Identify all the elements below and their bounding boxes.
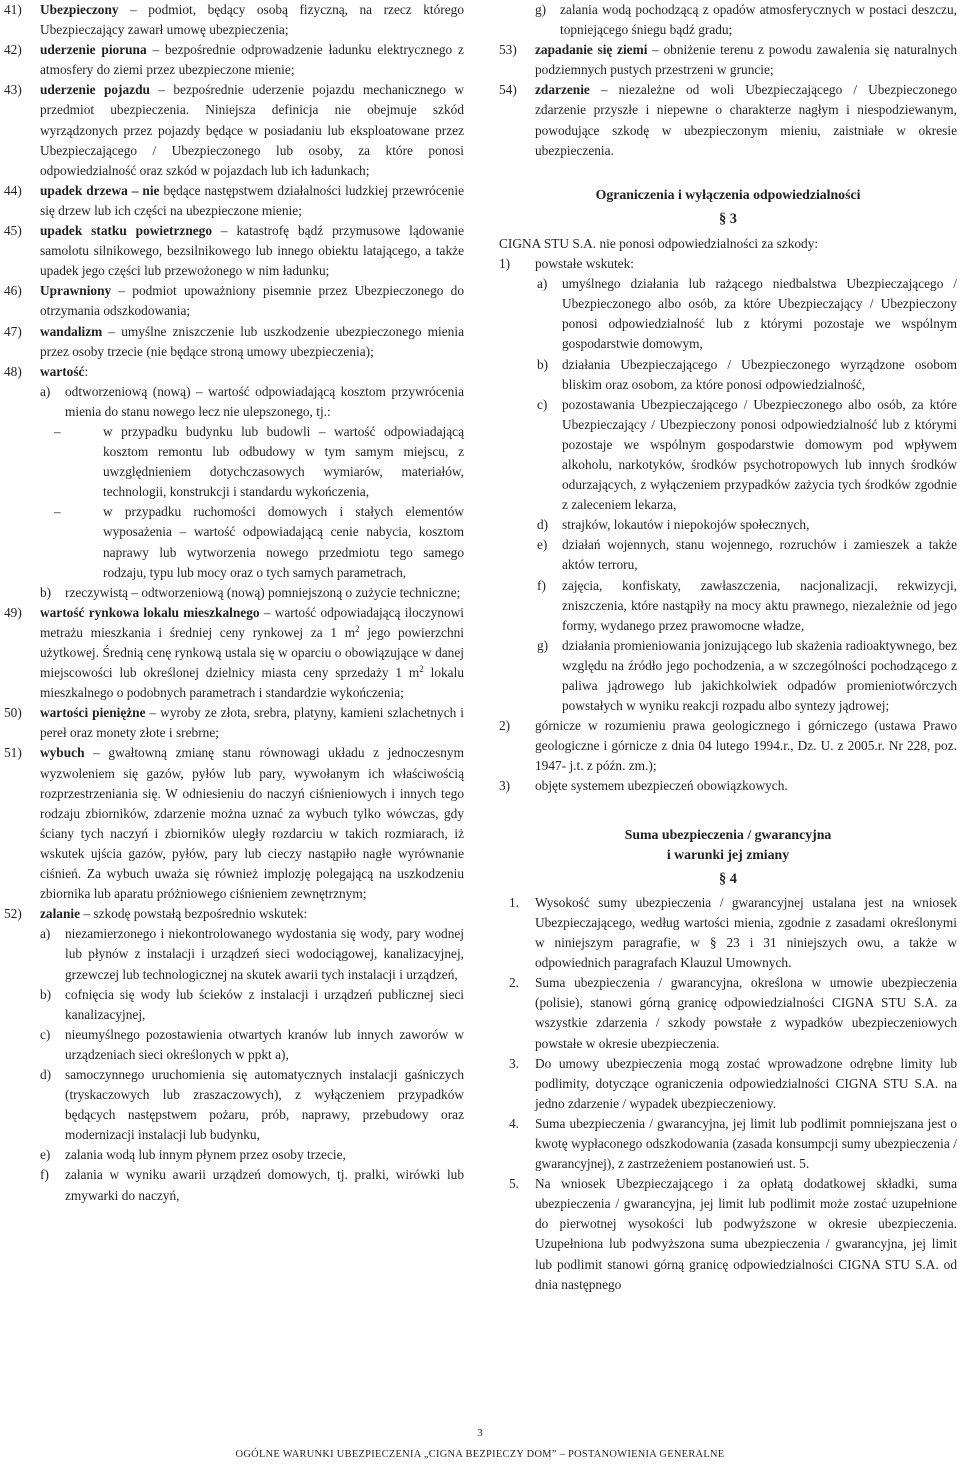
item-number: 54) bbox=[499, 82, 517, 98]
definition-52-f bbox=[4, 1165, 464, 1205]
sub-letter: f) bbox=[537, 577, 546, 593]
definition-text: – umyślne zniszczenie lub uszkodzenie ubezpieczonego mienia przez osoby trzecie (nie będące stroną umowy ubezpieczenia); bbox=[40, 323, 464, 359]
sub-text: działania Ubezpieczającego / Ubezpieczonego wyrządzone osobom bliskim oraz osobom, za które ponosi odpowiedzialność, bbox=[562, 356, 957, 392]
definition-52-b bbox=[4, 985, 464, 1025]
item-text: powstałe wskutek: bbox=[535, 256, 634, 272]
definition-term: uderzenie pojazdu bbox=[40, 82, 150, 98]
definition-term: wandalizm bbox=[40, 323, 103, 339]
definition-52-d bbox=[4, 1065, 464, 1145]
item-number: 45) bbox=[4, 223, 22, 239]
definition-42 bbox=[4, 40, 464, 80]
definition-48-b bbox=[4, 583, 464, 603]
definition-52-c bbox=[4, 1025, 464, 1065]
definition-47 bbox=[4, 322, 464, 362]
sub-text: umyślnego działania lub rażącego niedbalstwa Ubezpieczającego / Ubezpieczonego albo osób, za które Ubezpieczający / Ubezpieczony ponosi odpowiedzialność lub z którymi pozostaje we wspólnym gospodarstwie domowym, bbox=[562, 276, 957, 352]
item-number: 53) bbox=[499, 42, 517, 58]
sub-text: odtworzeniową (nową) – wartość odpowiadającą kosztom przywrócenia mienia do stanu nowego lecz nie ulepszonego, tj.: bbox=[65, 383, 464, 419]
definition-term: zalanie bbox=[40, 906, 81, 922]
item-number: 47) bbox=[4, 323, 22, 339]
definition-text: – niezależne od woli Ubezpieczającego / Ubezpieczonego zdarzenie przyszłe i niepewne o charakterze nagłym i niespodziewanym, powodujące szkodę w ubezpieczonym mieniu, zaistniałe w okresie ubezpieczenia. bbox=[535, 82, 957, 158]
exclusion-1-a bbox=[499, 274, 957, 354]
definition-text: : bbox=[84, 363, 89, 379]
dash-mark: – bbox=[54, 504, 61, 520]
item-number: 50) bbox=[4, 705, 22, 721]
sum-insured-4 bbox=[499, 1114, 957, 1174]
definition-text: – obniżenie terenu z powodu zawalenia się naturalnych podziemnych pustych przestrzeni w gruncie; bbox=[535, 42, 957, 78]
item-number: 49) bbox=[4, 604, 22, 620]
superscript: 2 bbox=[419, 664, 424, 675]
item-number: 2) bbox=[499, 718, 511, 734]
sum-insured-1 bbox=[499, 893, 957, 973]
item-text: Suma ubezpieczenia / gwarancyjna, określona w umowie ubezpieczenia (polisie), stanowi górną granicę odpowiedzialności CIGNA STU S.A. za wszystkie zdarzenia / szkody powstałe z wypadków ubezpieczeniowych powstałe w okresie ubezpieczenia. bbox=[535, 975, 957, 1051]
exclusion-3 bbox=[499, 776, 957, 796]
exclusion-1 bbox=[499, 254, 957, 274]
definition-text: – szkodę powstałą bezpośrednio wskutek: bbox=[80, 906, 308, 922]
definition-45 bbox=[4, 221, 464, 281]
item-number: 48) bbox=[4, 363, 22, 379]
sum-insured-5 bbox=[499, 1174, 957, 1295]
item-number: 42) bbox=[4, 42, 22, 58]
section-intro: CIGNA STU S.A. nie ponosi odpowiedzialności za szkody: bbox=[499, 235, 819, 251]
sub-text: nieumyślnego pozostawienia otwartych kranów lub innych zaworów w urządzeniach sieci określonych w ppkt a), bbox=[65, 1026, 464, 1062]
dash-text: w przypadku budynku lub budowli – wartość odpowiadającą kosztom remontu lub odbudowy w tym samym miejscu, z uwzględnieniem dotychczasowych wymiarów, materiałów, technologii, konstrukcji i standardu wykończenia, bbox=[103, 423, 464, 500]
sum-insured-2 bbox=[499, 973, 957, 1053]
left-column bbox=[4, 0, 464, 1206]
sub-letter: e) bbox=[537, 537, 548, 553]
exclusion-1-c bbox=[499, 395, 957, 516]
definition-50 bbox=[4, 703, 464, 743]
definition-48 bbox=[4, 362, 464, 382]
definition-text: – wyroby ze złota, srebra, platyny, kamieni szlachetnych i pereł oraz monety złote i srebrne; bbox=[40, 705, 464, 741]
sub-text: działania promieniowania jonizującego lub skażenia radioaktywnego, bez względu na źródło jego pochodzenia, a w szczególności pochodzącego z paliwa jądrowego lub jakichkolwiek odpadów promieniotwórczych powstałych w wyniku reakcji rozpadu albo syntezy jądrowej; bbox=[562, 637, 957, 714]
definition-text: jego powierzchni użytkowej. Średnią cenę rynkową ustala się w oparciu o obowiązujące w danej miejscowości lub określonej dzielnicy miasta ceny sprzedaży 1 m bbox=[40, 624, 464, 681]
sub-text: cofnięcia się wody lub ścieków z instalacji i urządzeń publicznej sieci kanalizacyjnej, bbox=[65, 986, 464, 1022]
item-number: 1. bbox=[509, 894, 520, 910]
definition-term: wybuch bbox=[40, 745, 85, 761]
definition-term: wartości pieniężne bbox=[40, 705, 146, 721]
sub-letter: g) bbox=[535, 2, 547, 17]
dash-mark: – bbox=[54, 423, 61, 439]
definition-term: Uprawniony bbox=[40, 283, 112, 299]
definition-term: wartość bbox=[40, 363, 85, 379]
definition-text: – bezpośrednie odprowadzenie ładunku elektrycznego z atmosfery do ziemi przez ubezpieczone mienie; bbox=[40, 42, 464, 78]
definition-54 bbox=[499, 80, 957, 160]
definition-term: uderzenie pioruna bbox=[40, 42, 147, 58]
definition-term: upadek statku powietrznego bbox=[40, 223, 213, 239]
item-text: objęte systemem ubezpieczeń obowiązkowych. bbox=[535, 778, 788, 794]
definition-term: wartość rynkowa lokalu mieszkalnego bbox=[40, 604, 260, 620]
definition-text: lokalu mieszkalnego o podobnych parametrach i standardzie wykończenia; bbox=[40, 665, 464, 701]
definition-49 bbox=[4, 603, 464, 703]
sub-text: zalania wodą lub innym płynem przez osoby trzecie, bbox=[65, 1147, 346, 1163]
item-text: Do umowy ubezpieczenia mogą zostać wprowadzone odrębne limity lub podlimity, dotyczące ograniczenia odpowiedzialności CIGNA STU S.A. na jedno zdarzenie / wypadek ubezpieczeniowy. bbox=[535, 1055, 957, 1111]
sub-letter: a) bbox=[537, 276, 548, 292]
sub-letter: c) bbox=[40, 1026, 51, 1042]
definition-53 bbox=[499, 40, 957, 80]
paragraph-symbol: § 3 bbox=[719, 210, 737, 227]
item-number: 1) bbox=[499, 256, 511, 272]
section-3 bbox=[499, 185, 957, 797]
sub-letter: g) bbox=[537, 637, 549, 653]
section-heading: Ograniczenia i wyłączenia odpowiedzialności bbox=[595, 186, 861, 202]
section-4 bbox=[499, 825, 957, 1295]
sub-letter: f) bbox=[40, 1167, 49, 1183]
definition-term: Ubezpieczony bbox=[40, 2, 119, 17]
definition-52-e bbox=[4, 1145, 464, 1165]
paragraph-symbol: § 4 bbox=[719, 870, 737, 887]
definition-text: – bezpośrednie uderzenie pojazdu mechanicznego w przedmiot ubezpieczenia. Niniejsza definicja nie obejmuje szkód wyrządzonych przez pojazdy będące w posiadaniu lub eksploatowane przez Ubezpieczającego / Ubezpieczonego lub osoby, za które ponosi odpowiedzialność oraz szkód w pojazdach lub ich ładunkach; bbox=[40, 82, 464, 178]
exclusion-1-d bbox=[499, 515, 957, 535]
exclusion-2 bbox=[499, 716, 957, 776]
item-number: 41) bbox=[4, 2, 22, 17]
item-number: 2. bbox=[509, 975, 520, 991]
sub-text: strajków, lokautów i niepokojów społecznych, bbox=[562, 517, 810, 533]
definition-text: będące następstwem działalności ludzkiej przewrócenie się drzew lub ich części na ubezpieczone mienie; bbox=[40, 182, 464, 218]
definition-41 bbox=[4, 0, 464, 40]
sub-text: niezamierzonego i niekontrolowanego wydostania się wody, pary wodnej lub płynów z instalacji i urządzeń sieci wodociągowej, kanalizacyjnej, grzewczej lub technologicznej na skutek awarii tych instalacji i urządzeń, bbox=[65, 926, 464, 982]
item-text: Wysokość sumy ubezpieczenia / gwarancyjnej ustalana jest na wniosek Ubezpieczającego, według wartości mienia, zgodnie z zasadami określonymi w niniejszym paragrafie, w § 23 i 31 niniejszych owu, a także w odpowiednich paragrafach Klauzul Umownych. bbox=[535, 894, 957, 971]
right-column bbox=[499, 0, 957, 1295]
definition-52-a bbox=[4, 924, 464, 984]
superscript: 2 bbox=[355, 623, 360, 634]
sub-letter: d) bbox=[537, 517, 549, 533]
definition-text: – gwałtowną zmianę stanu równowagi układu z jednoczesnym wyzwoleniem się gazów, pyłów lub pary, wywołanym ich właściwością rozprzestrzeniania się. W odniesieniu do naczyń ciśnieniowych i innych tego rodzaju zbiorników, zdarzenie można uznać za wybuch tylko wówczas, gdy ściany tych naczyń i zbiorników uległy rozdarciu w takich rozmiarach, iż wskutek ujścia gazów, pyłów, pary lub cieczy nastąpiło nagłe wyrównanie ciśnień. Za wybuch uważa się również implozję polegającą na uszkodzeniu zbiornika lub aparatu próżniowego ciśnieniem zewnętrznym; bbox=[40, 745, 464, 902]
exclusion-1-e bbox=[499, 535, 957, 575]
item-number: 3. bbox=[509, 1055, 520, 1071]
item-number: 43) bbox=[4, 82, 22, 98]
item-number: 44) bbox=[4, 182, 22, 198]
definition-52 bbox=[4, 904, 464, 924]
definition-48-dash-1 bbox=[4, 422, 464, 502]
sub-letter: e) bbox=[40, 1147, 51, 1163]
item-number: 5. bbox=[509, 1176, 520, 1192]
page-footer: OGÓLNE WARUNKI UBEZPIECZENIA „CIGNA BEZPIECZY DOM” – POSTANOWIENIA GENERALNE bbox=[235, 1449, 725, 1460]
sub-text: zajęcia, konfiskaty, zawłaszczenia, nacjonalizacji, rekwizycji, zniszczenia, które nastąpiły na mocy aktu prawnego, niezależnie od jego formy, wydanego przez prawomocne władze, bbox=[562, 577, 957, 633]
dash-text: w przypadku ruchomości domowych i stałych elementów wyposażenia – wartość odpowiadającą cenie nabycia, kosztom naprawy lub wytworzenia nowego przedmiotu tego samego rodzaju, typu lub mocy oraz o tych samych parametrach, bbox=[103, 504, 464, 580]
definition-text: – wartość odpowiadającą iloczynowi metrażu mieszkania i średniej ceny rynkowej za 1 m bbox=[40, 604, 465, 640]
sub-letter: a) bbox=[40, 383, 51, 399]
sub-text: zalania w wyniku awarii urządzeń domowych, tj. pralki, wirówki lub zmywarki do naczyń, bbox=[65, 1167, 464, 1203]
item-number: 3) bbox=[499, 778, 511, 794]
item-text: górnicze w rozumieniu prawa geologicznego i górniczego (ustawa Prawo geologiczne i górnicze z dnia 04 lutego 1994.r., Dz. U. z 2005.r. Nr 228, poz. 1947- j.t. z późn. zm.); bbox=[535, 718, 957, 774]
definition-48-a bbox=[4, 382, 464, 422]
sub-letter: c) bbox=[537, 396, 548, 412]
exclusion-1-g bbox=[499, 636, 957, 716]
item-number: 46) bbox=[4, 283, 22, 299]
section-heading: Suma ubezpieczenia / gwarancyjna bbox=[624, 826, 832, 842]
definition-43 bbox=[4, 80, 464, 180]
sub-text: samoczynnego uruchomienia się automatycznych instalacji gaśniczych (tryskaczowych lub zraszaczowych), z wyłączeniem przypadków będących następstwem pożaru, prób, naprawy, przebudowy oraz modernizacji instalacji lub budynku, bbox=[65, 1066, 464, 1143]
sum-insured-3 bbox=[499, 1054, 957, 1114]
item-number: 52) bbox=[4, 906, 22, 922]
sub-letter: b) bbox=[40, 584, 52, 600]
sub-text: pozostawania Ubezpieczającego / Ubezpieczonego albo osób, za które Ubezpieczający / Ubezpieczony ponosi odpowiedzialność lub z którymi pozostaje we wspólnym gospodarstwie domowym pod wpływem alkoholu, narkotyków, środków psychotropowych lub innych środków odurzających, z wyłączeniem przypadków zażycia tych środków zgodnie z zaleceniem lekarza, bbox=[562, 396, 957, 513]
item-number: 4. bbox=[509, 1115, 520, 1131]
item-text: Na wniosek Ubezpieczającego i za opłatą dodatkowej składki, suma ubezpieczenia / gwarancyjna, jej limit lub podlimit może zostać uzupełnione do pierwotnej wysokości lub podwyższone w okresie ubezpieczenia. Uzupełniona lub podwyższona suma ubezpieczenia / gwarancyjna, jej limit lub podlimit stanowi górną granicę odpowiedzialności CIGNA STU S.A. od dnia następnego bbox=[535, 1176, 957, 1292]
definition-text: – podmiot, będący osobą fizyczną, na rzecz którego Ubezpieczający zawarł umowę ubezpieczenia; bbox=[40, 2, 464, 38]
definition-term: zdarzenie bbox=[535, 82, 590, 98]
definition-46 bbox=[4, 281, 464, 321]
sub-text: rzeczywistą – odtworzeniową (nową) pomniejszoną o zużycie techniczne; bbox=[65, 584, 461, 600]
definition-text: – katastrofę bądź przymusowe lądowanie samolotu silnikowego, bezsilnikowego lub innego obiektu latającego, a także upadek jego części lub przewożonego w nim ładunku; bbox=[40, 223, 464, 279]
definition-term: upadek drzewa – nie bbox=[40, 182, 160, 198]
exclusion-1-b bbox=[499, 355, 957, 395]
item-text: Suma ubezpieczenia / gwarancyjna, jej limit lub podlimit pomniejszana jest o kwotę wypłaconego odszkodowania (zasada konsumpcji sumy ubezpieczenia / gwarancyjnej), z zastrzeżeniem postanowień ust. 5. bbox=[535, 1115, 957, 1172]
exclusion-1-f bbox=[499, 576, 957, 636]
sub-letter: b) bbox=[40, 986, 52, 1002]
definition-48-dash-2 bbox=[4, 502, 464, 582]
sub-text: zalania wodą pochodzącą z opadów atmosferycznych w postaci deszczu, topniejącego śniegu bądź gradu; bbox=[560, 2, 957, 38]
definition-text: – podmiot upoważniony pisemnie przez Ubezpieczonego do otrzymania odszkodowania; bbox=[40, 283, 464, 319]
page-number: 3 bbox=[477, 1427, 483, 1439]
section-heading-line-2: i warunki jej zmiany bbox=[666, 846, 790, 862]
definition-term: zapadanie się ziemi bbox=[535, 42, 648, 58]
definition-44 bbox=[4, 181, 464, 221]
sub-text: działań wojennych, stanu wojennego, rozruchów i zamieszek a także aktów terroru, bbox=[562, 537, 957, 573]
sub-letter: b) bbox=[537, 356, 549, 372]
item-number: 51) bbox=[4, 745, 22, 761]
definition-52-g bbox=[499, 0, 957, 40]
sub-letter: a) bbox=[40, 926, 51, 942]
sub-letter: d) bbox=[40, 1066, 52, 1082]
definition-51 bbox=[4, 743, 464, 904]
